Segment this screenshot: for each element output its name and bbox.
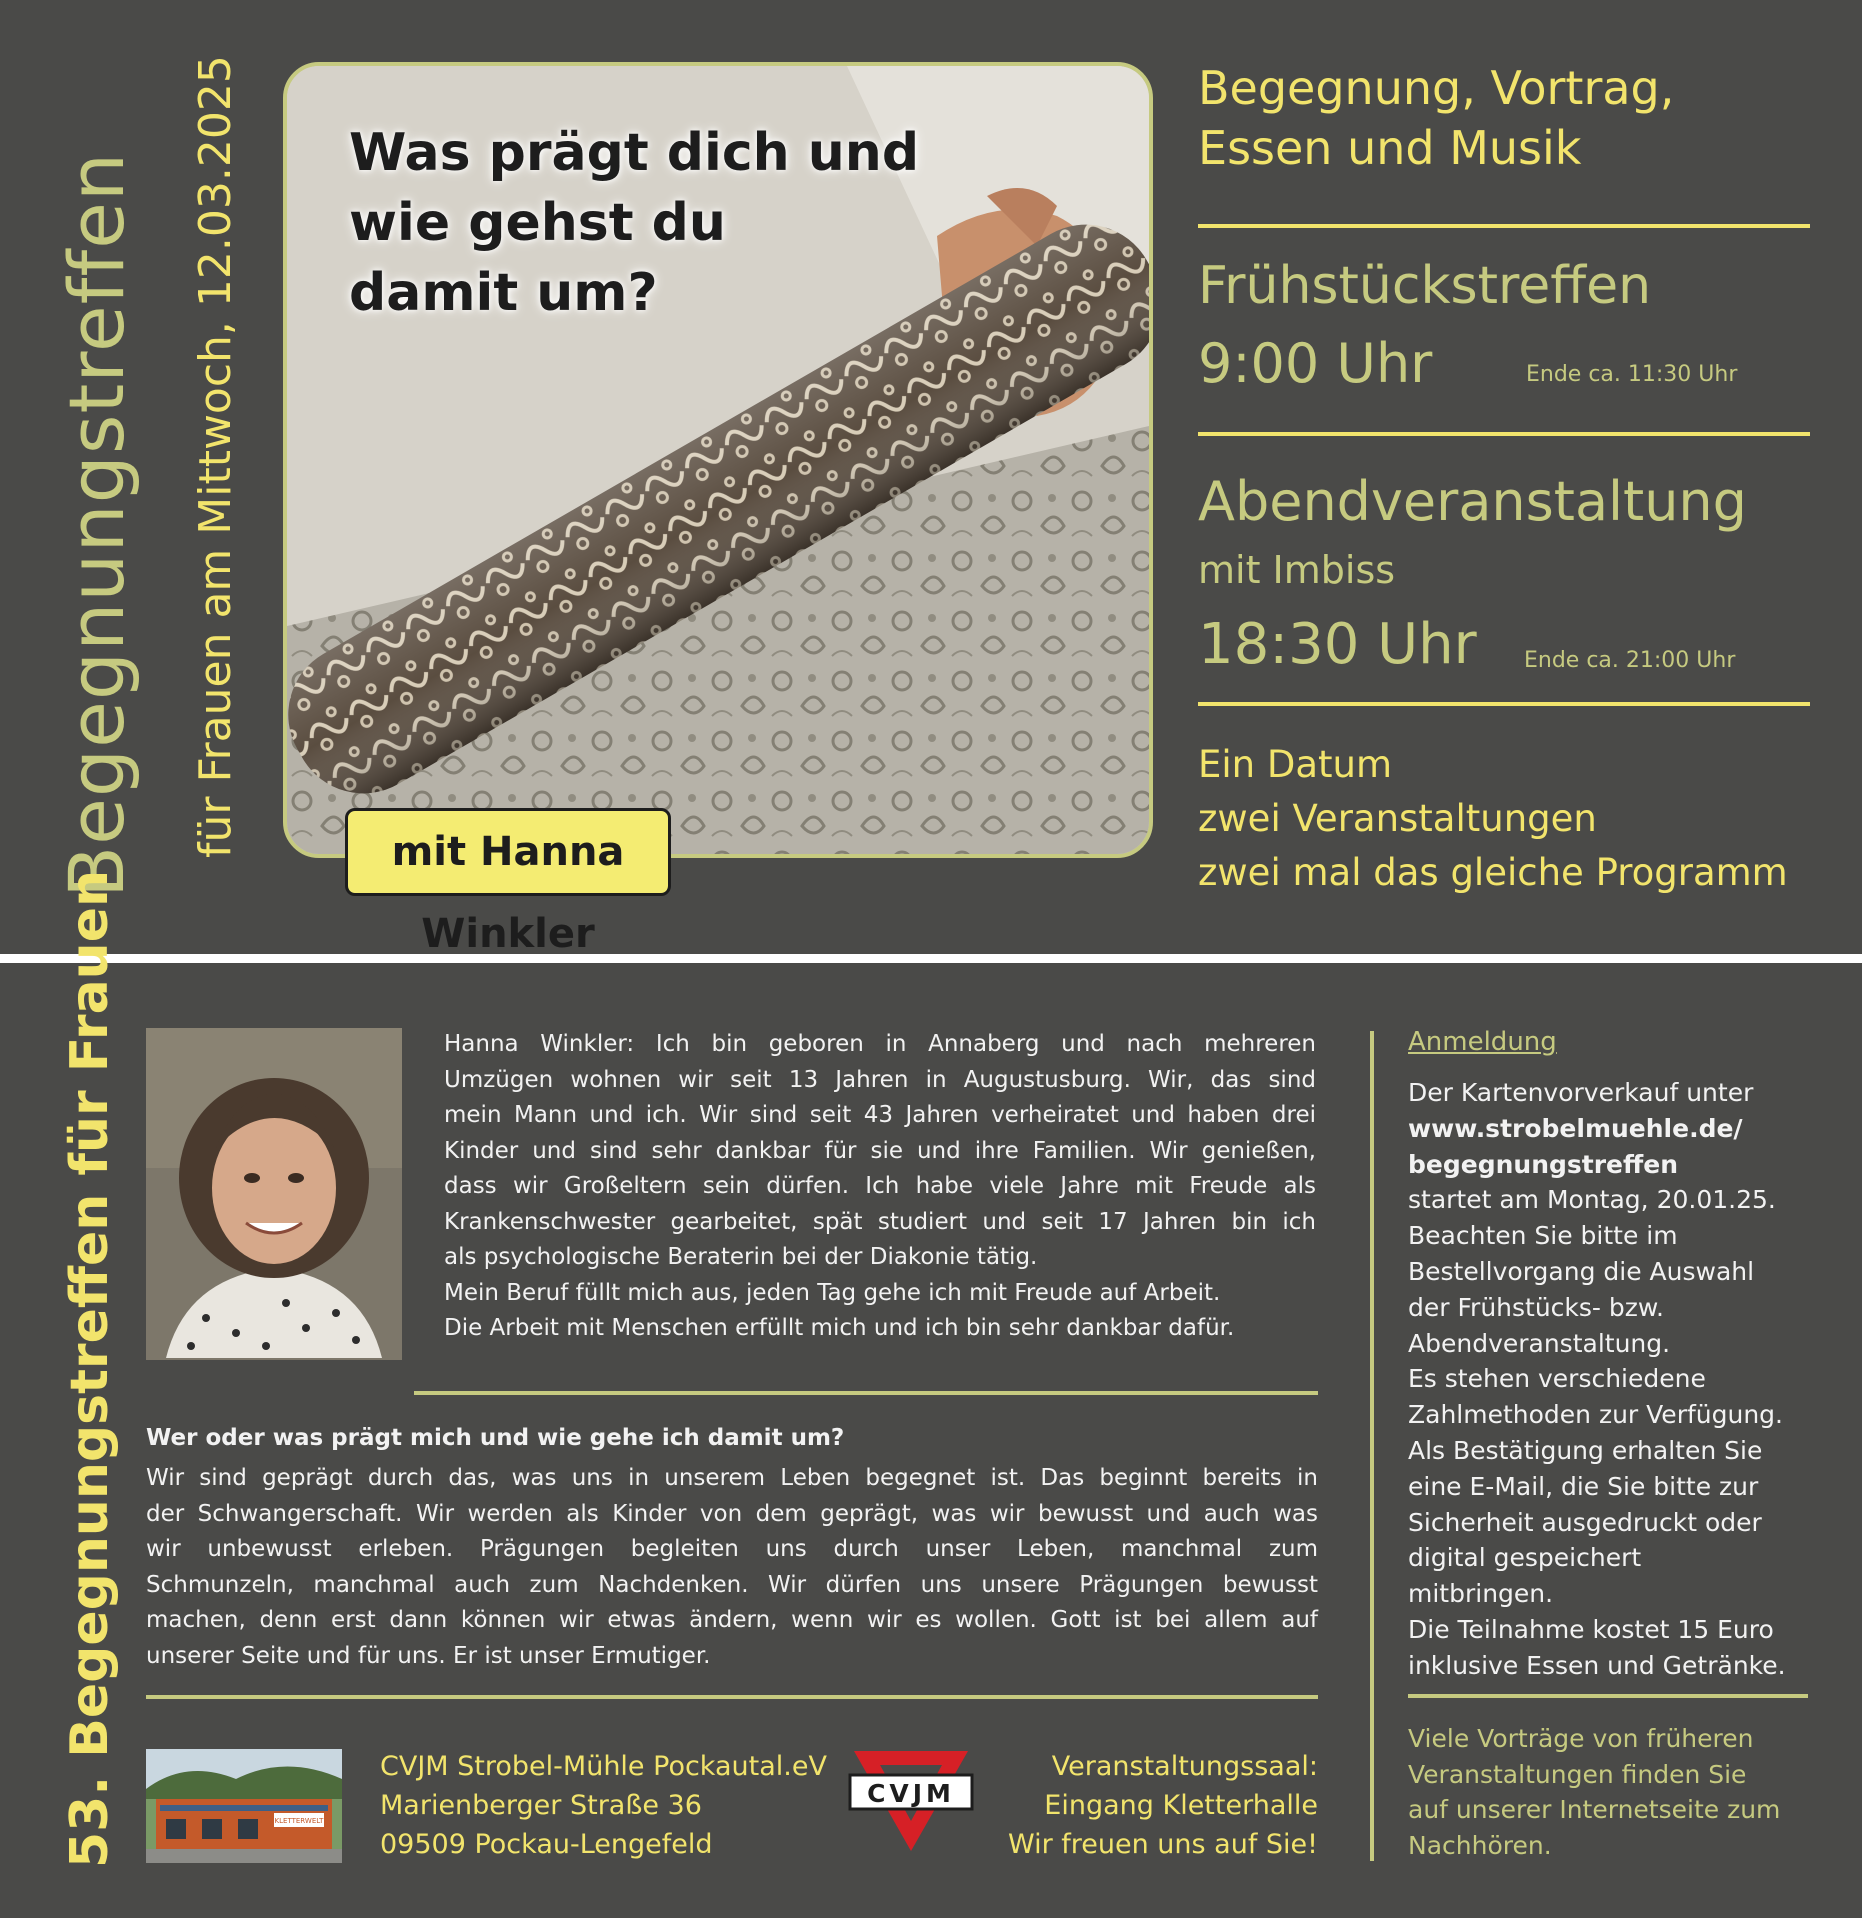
bio-line: Krankenschwester gearbeitet, spät studiert und seit 17 Jahren bin ich	[444, 1208, 1316, 1235]
bio-line: Kinder und sind sehr dankbar für sie und ihre Familien. Wir genießen,	[444, 1137, 1316, 1164]
registration-line: Sicherheit ausgedruckt oder	[1408, 1507, 1762, 1537]
venue-building-photo	[146, 1749, 342, 1863]
divider	[1198, 702, 1810, 706]
evening-subtitle: mit Imbiss	[1198, 548, 1396, 592]
venue-line: Veranstaltungssaal:	[1051, 1751, 1318, 1782]
building-illustration	[146, 1749, 342, 1863]
theme-text	[146, 1461, 1318, 1674]
archive-line: auf unserer Internetseite zum	[1408, 1795, 1781, 1824]
archive-line: Veranstaltungen finden Sie	[1408, 1759, 1747, 1789]
registration-line: Beachten Sie bitte im	[1408, 1221, 1678, 1251]
venue-line: Eingang Kletterhalle	[1044, 1790, 1318, 1821]
registration-heading: Anmeldung	[1408, 1027, 1557, 1057]
question-line: wie gehst du	[349, 193, 726, 253]
breakfast-end: Ende ca. 11:30 Uhr	[1526, 362, 1738, 387]
registration-line: Bestellvorgang die Auswahl	[1408, 1256, 1755, 1286]
evening-title: Abendveranstaltung	[1198, 470, 1747, 533]
bio-line: Hanna Winkler: Ich bin geboren in Annaberg und nach mehreren	[444, 1031, 1316, 1057]
cvjm-logo	[846, 1747, 976, 1855]
registration-line: Als Bestätigung erhalten Sie	[1408, 1435, 1763, 1465]
archive-line: Nachhören.	[1408, 1830, 1552, 1860]
flyer-front-panel	[0, 0, 1862, 957]
registration-line: Der Kartenvorverkauf unter	[1408, 1078, 1754, 1107]
evening-time: 18:30 Uhr	[1198, 612, 1477, 677]
speaker-bio	[444, 1027, 1316, 1347]
address-line: CVJM Strobel-Mühle Pockautal.eV	[380, 1751, 827, 1782]
summary-line: Ein Datum	[1198, 743, 1393, 786]
intro-line: Essen und Musik	[1198, 121, 1582, 175]
bio-line: dass wir Großeltern sein dürfen. Ich habe viele Jahre mit Freude als	[444, 1173, 1316, 1199]
divider	[1198, 432, 1810, 436]
rolling-pin-photo	[283, 62, 1153, 858]
registration-text	[1408, 1075, 1786, 1684]
summary-text	[1198, 738, 1788, 900]
registration-line: inklusive Essen und Getränke.	[1408, 1650, 1786, 1680]
portrait-illustration	[146, 1028, 402, 1360]
breakfast-time: 9:00 Uhr	[1198, 332, 1433, 395]
divider	[146, 1695, 1318, 1699]
breakfast-title: Frühstückstreffen	[1198, 256, 1652, 316]
question-line: damit um?	[349, 263, 658, 323]
registration-line: mitbringen.	[1408, 1579, 1554, 1609]
building-sign: KLETTERWELT	[274, 1817, 324, 1825]
speaker-badge: mit Hanna Winkler	[345, 808, 671, 896]
registration-line: begegnungstreffen	[1408, 1149, 1679, 1179]
registration-line: Es stehen verschiedene	[1408, 1364, 1706, 1394]
summary-line: zwei Veranstaltungen	[1198, 797, 1597, 840]
registration-line: digital gespeichert	[1408, 1543, 1642, 1573]
registration-line: Zahlmethoden zur Verfügung.	[1408, 1400, 1783, 1430]
registration-line: startet am Montag, 20.01.25.	[1408, 1185, 1776, 1215]
bio-line: Die Arbeit mit Menschen erfüllt mich und ich bin sehr dankbar dafür.	[444, 1315, 1235, 1341]
logo-text: CVJM	[867, 1779, 955, 1808]
archive-line: Viele Vorträge von früheren	[1408, 1724, 1754, 1753]
registration-line: www.strobelmuehle.de/	[1408, 1113, 1743, 1143]
venue-line: Wir freuen uns auf Sie!	[1007, 1829, 1318, 1860]
archive-note	[1408, 1721, 1780, 1863]
divider	[1198, 224, 1810, 228]
theme-line: machen, denn erst dann können wir etwas ändern, wenn wir es wollen. Gott ist bei allem auf	[146, 1607, 1318, 1633]
evening-end: Ende ca. 21:00 Uhr	[1524, 648, 1736, 673]
registration-line: eine E-Mail, die Sie bitte zur	[1408, 1471, 1759, 1501]
vertical-title: Begegnungstreffen	[52, 151, 141, 898]
intro-line: Begegnung, Vortrag,	[1198, 61, 1675, 115]
organizer-address	[380, 1747, 827, 1864]
registration-line: Abendveranstaltung.	[1408, 1328, 1671, 1358]
bio-line: Umzügen wohnen wir seit 13 Jahren in Augustusburg. Wir, das sind	[444, 1066, 1316, 1093]
address-line: Marienberger Straße 36	[380, 1790, 702, 1821]
registration-line: der Frühstücks- bzw.	[1408, 1292, 1664, 1322]
speaker-portrait	[146, 1028, 402, 1360]
venue-info	[1000, 1747, 1318, 1864]
divider	[1408, 1694, 1808, 1698]
divider	[414, 1391, 1318, 1395]
address-line: 09509 Pockau-Lengefeld	[380, 1829, 713, 1860]
theme-line: der Schwangerschaft. Wir werden als Kinder von dem geprägt, was wir bewusst und auch was	[146, 1500, 1318, 1527]
intro-text	[1198, 58, 1674, 178]
bio-line: Mein Beruf füllt mich aus, jeden Tag gehe ich mit Freude auf Arbeit.	[444, 1279, 1221, 1306]
question-headline	[349, 118, 919, 328]
theme-line: Wir sind geprägt durch das, was uns in unserem Leben begegnet ist. Das beginnt bereits in	[146, 1465, 1318, 1491]
registration-line: Die Teilnahme kostet 15 Euro	[1408, 1614, 1774, 1644]
summary-line: zwei mal das gleiche Programm	[1198, 851, 1788, 894]
vertical-event-title: 53. Begegnungstreffen für Frauen	[60, 870, 120, 1868]
bio-line: mein Mann und ich. Wir sind seit 43 Jahren verheiratet und haben drei	[444, 1102, 1316, 1128]
question-line: Was prägt dich und	[349, 123, 920, 183]
theme-heading: Wer oder was prägt mich und wie gehe ich damit um?	[146, 1425, 845, 1451]
column-separator	[1370, 1031, 1374, 1861]
theme-line: Schmunzeln, manchmal auch zum Nachdenken. Wir dürfen uns unsere Prägungen bewusst	[146, 1571, 1318, 1598]
bio-line: als psychologische Beraterin bei der Diakonie tätig.	[444, 1244, 1038, 1270]
theme-line: wir unbewusst erleben. Prägungen begleiten uns durch unser Leben, manchmal zum	[146, 1536, 1318, 1562]
cvjm-triangle-icon	[846, 1747, 976, 1855]
vertical-subtitle: für Frauen am Mittwoch, 12.03.2025	[190, 55, 241, 858]
theme-line: unserer Seite und für uns. Er ist unser Ermutiger.	[146, 1642, 711, 1669]
